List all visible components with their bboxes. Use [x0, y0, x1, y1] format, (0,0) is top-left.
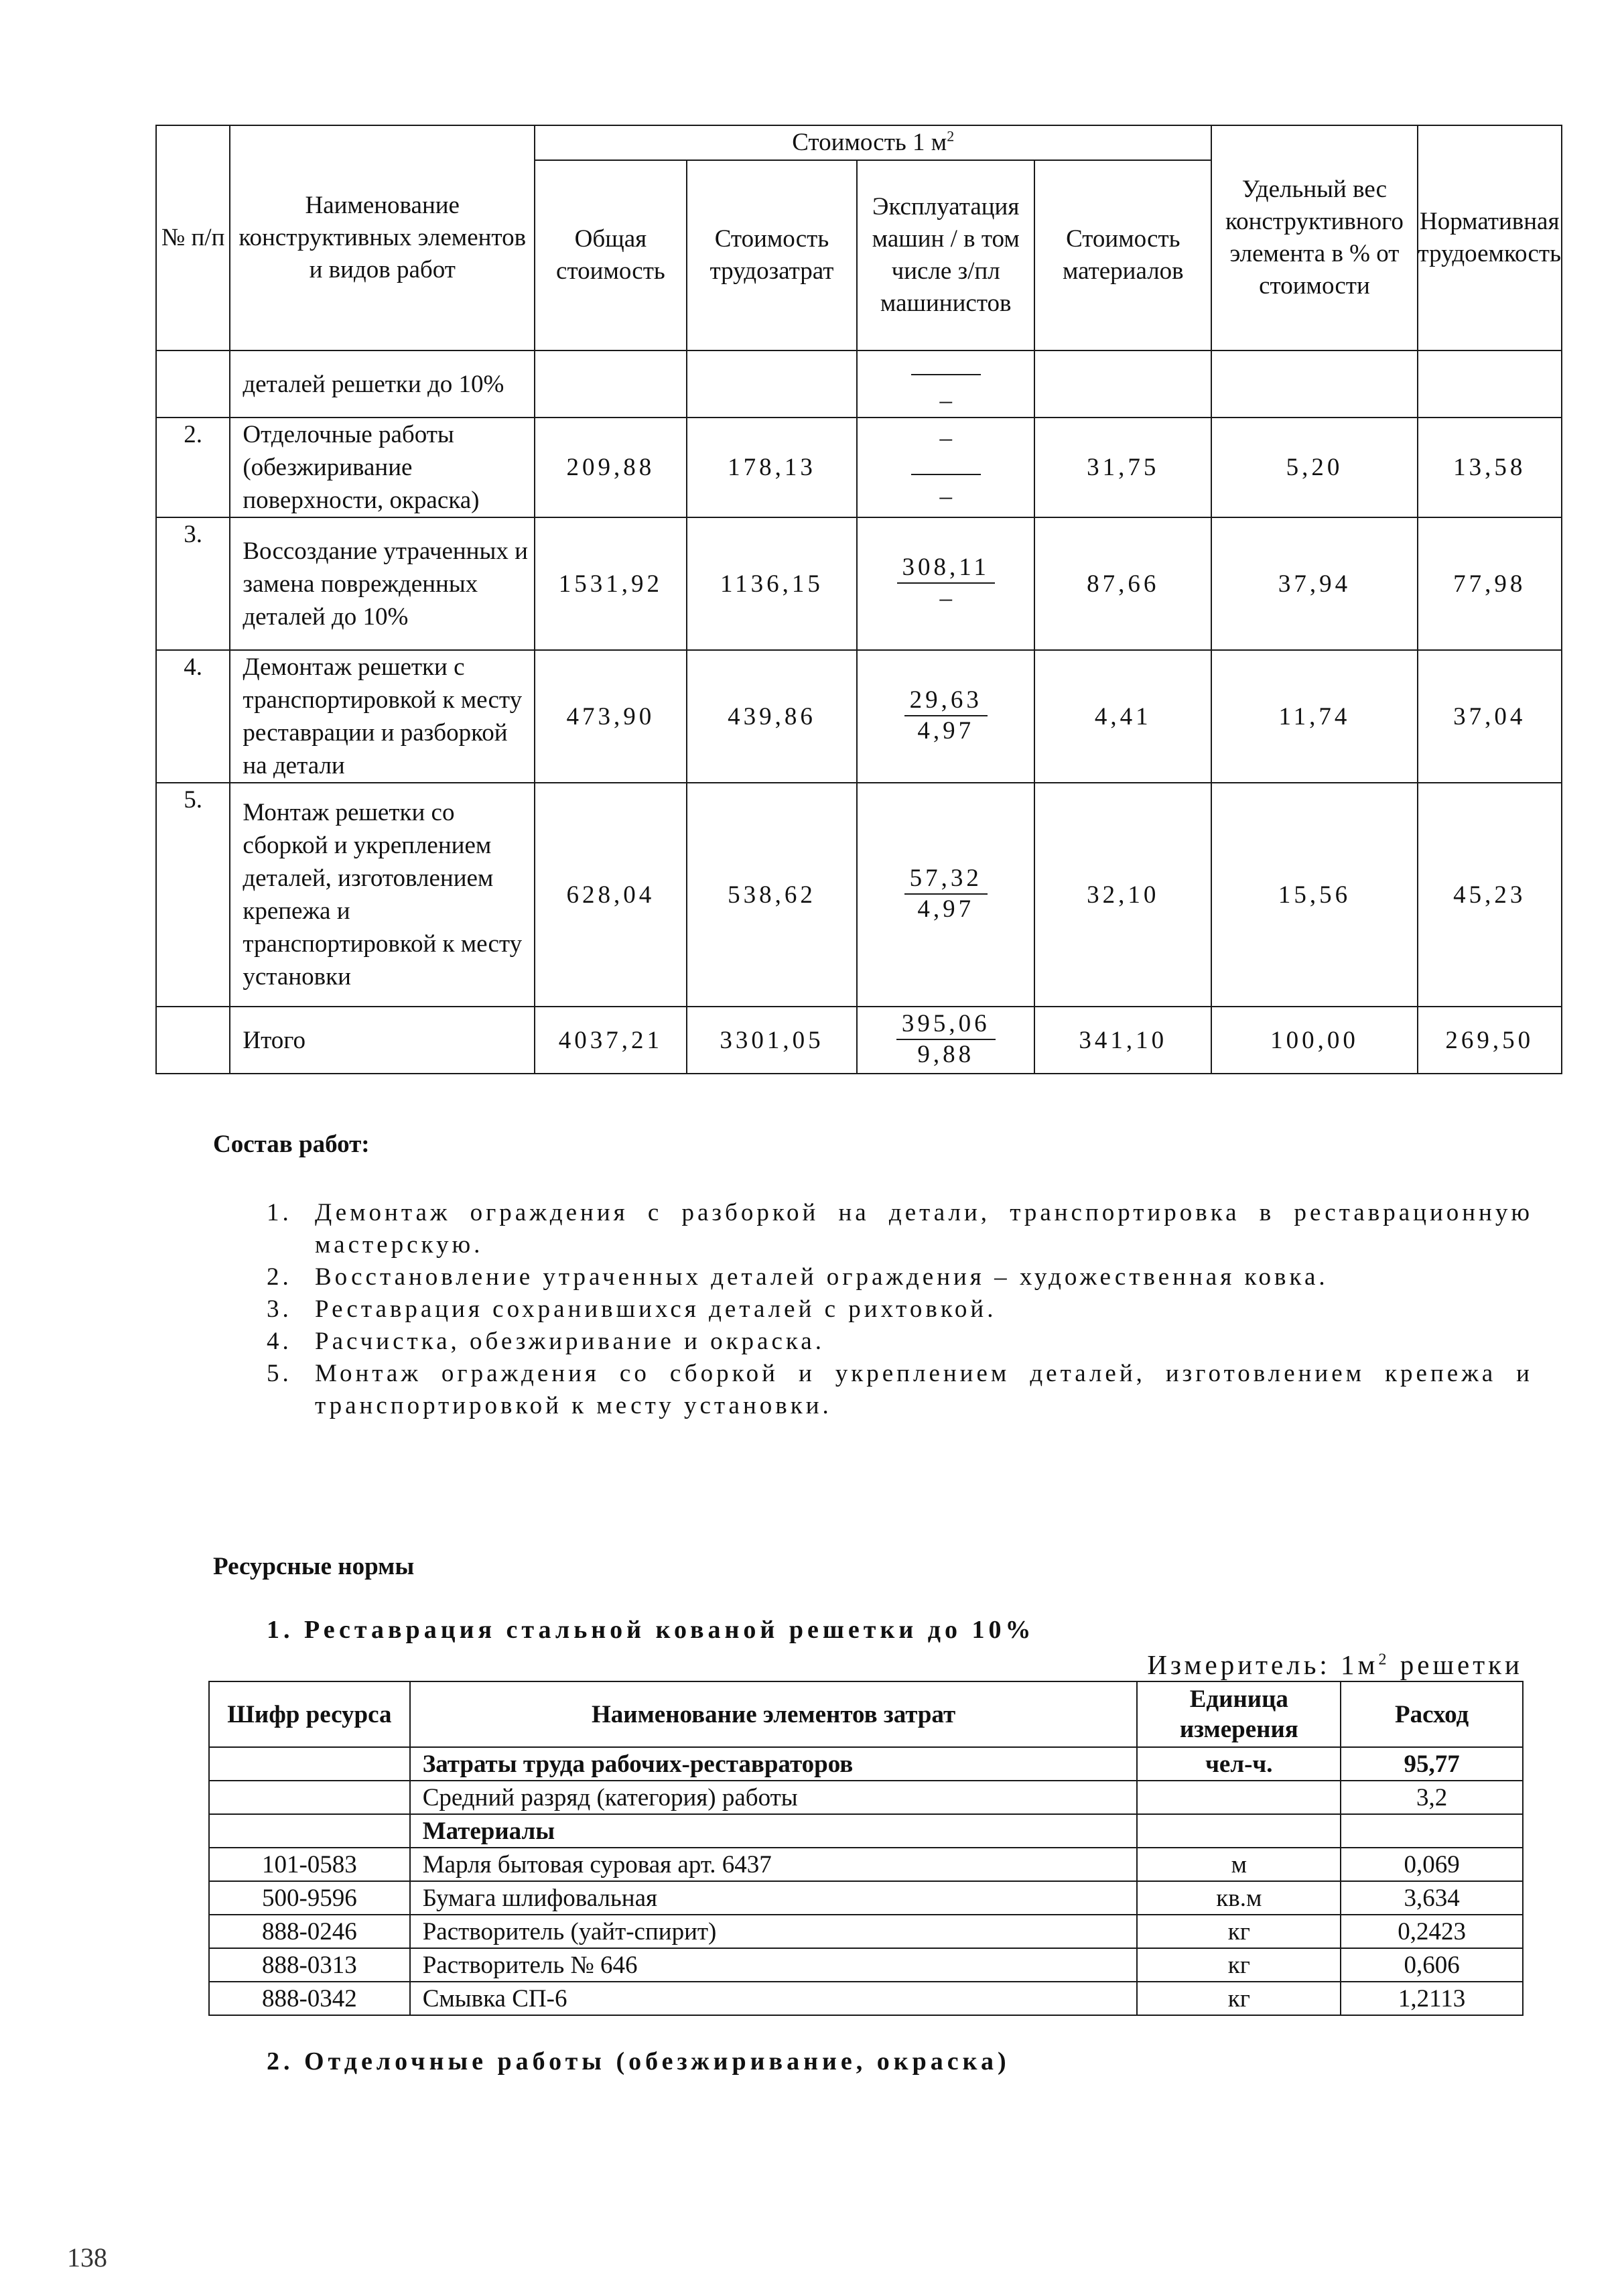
row-share: 100,00 — [1211, 1007, 1417, 1074]
cell-code — [209, 1747, 410, 1781]
table-row — [209, 1881, 1523, 1915]
cell-name: Смывка СП-6 — [410, 1982, 1138, 2015]
header-name: Наименование конструктивных элементов и видов работ — [230, 125, 535, 350]
row-machines-top: 57,32 — [904, 864, 988, 895]
row-total: 4037,21 — [535, 1007, 687, 1074]
cell-code — [209, 1814, 410, 1848]
cost-table — [155, 125, 1562, 1074]
section-title-1: 1. Реставрация стальной кованой решетки до 10% — [267, 1616, 1035, 1644]
cell-code: 888-0313 — [209, 1948, 410, 1982]
measure-suffix: решетки — [1390, 1649, 1523, 1680]
cell-amount: 0,606 — [1341, 1948, 1523, 1982]
cell-unit: м — [1137, 1848, 1341, 1881]
row-machines-bottom: 4,97 — [917, 895, 975, 923]
cell-name: Растворитель (уайт-спирит) — [410, 1915, 1138, 1948]
list-item-text: Расчистка, обезжиривание и окраска. — [315, 1328, 825, 1355]
row-machines-top: 308,11 — [897, 553, 995, 584]
row-machines — [857, 650, 1034, 783]
header-cost-group-sup: 2 — [947, 127, 955, 145]
row-num: 4. — [156, 650, 230, 783]
cell-unit — [1137, 1814, 1341, 1848]
header-cost-group-text: Стоимость 1 м — [792, 129, 947, 156]
row-materials: 87,66 — [1034, 517, 1211, 650]
row-norm: 269,50 — [1418, 1007, 1562, 1074]
row-labor: 3301,05 — [687, 1007, 857, 1074]
row-name: Воссоздание утраченных и замена поврежденных деталей до 10% — [230, 517, 535, 650]
table-row — [209, 1781, 1523, 1814]
list-item-text: Восстановление утраченных деталей ограждения – художественная ковка. — [315, 1263, 1329, 1291]
header-code: Шифр ресурса — [209, 1681, 410, 1747]
list-item-number: 4. — [267, 1328, 292, 1355]
row-num: 3. — [156, 517, 230, 650]
fraction-line — [911, 460, 981, 475]
cell-unit: кг — [1137, 1948, 1341, 1982]
table-row — [209, 1814, 1523, 1848]
cell-amount: 3,2 — [1341, 1781, 1523, 1814]
row-machines-bottom: – — [939, 387, 952, 414]
row-machines — [857, 418, 1034, 517]
header-unit: Единица измерения — [1137, 1681, 1341, 1747]
cell-unit — [1137, 1781, 1341, 1814]
works-list — [267, 1197, 1533, 1422]
machines-fraction — [896, 1009, 996, 1070]
cell-amount — [1341, 1814, 1523, 1848]
header-machines: Эксплуатация машин / в том числе з/пл машинистов — [857, 160, 1034, 350]
works-heading: Состав работ: — [213, 1131, 370, 1158]
row-machines — [857, 517, 1034, 650]
list-item-text: Монтаж ограждения со сборкой и укреплением деталей, изготовлением крепежа и транспортировкой к месту установки. — [315, 1360, 1533, 1419]
measure-prefix: Измеритель: 1м — [1147, 1649, 1379, 1680]
cell-unit: кг — [1137, 1915, 1341, 1948]
row-norm: 45,23 — [1418, 783, 1562, 1007]
cell-name: Марля бытовая суровая арт. 6437 — [410, 1848, 1138, 1881]
cell-name: Растворитель № 646 — [410, 1948, 1138, 1982]
row-total — [535, 350, 687, 418]
list-item-number: 1. — [267, 1199, 292, 1226]
list-item-number: 3. — [267, 1295, 292, 1323]
table-row — [209, 1982, 1523, 2015]
row-share: 37,94 — [1211, 517, 1417, 650]
header-materials: Стоимость материалов — [1034, 160, 1211, 350]
row-materials — [1034, 350, 1211, 418]
cell-amount: 0,069 — [1341, 1848, 1523, 1881]
row-name: Демонтаж решетки с транспортировкой к месту реставрации и разборкой на детали — [230, 650, 535, 783]
table-row — [209, 1915, 1523, 1948]
cell-code: 101-0583 — [209, 1848, 410, 1881]
machines-fraction — [904, 686, 988, 746]
list-item — [267, 1293, 1533, 1326]
header-amount: Расход — [1341, 1681, 1523, 1747]
row-total: 473,90 — [535, 650, 687, 783]
list-item — [267, 1326, 1533, 1358]
cell-name: Затраты труда рабочих-реставраторов — [410, 1747, 1138, 1781]
header-labor: Стоимость трудозатрат — [687, 160, 857, 350]
list-item-number: 5. — [267, 1360, 292, 1387]
cell-code: 888-0246 — [209, 1915, 410, 1948]
section-title-2: 2. Отделочные работы (обезжиривание, окраска) — [267, 2047, 1010, 2076]
cell-unit: кг — [1137, 1982, 1341, 2015]
row-num — [156, 350, 230, 418]
cell-code — [209, 1781, 410, 1814]
row-share: 5,20 — [1211, 418, 1417, 517]
cell-unit: чел-ч. — [1137, 1747, 1341, 1781]
table-row-total — [156, 1007, 1562, 1074]
row-num — [156, 1007, 230, 1074]
row-materials: 31,75 — [1034, 418, 1211, 517]
table-row — [156, 783, 1562, 1007]
row-name: Монтаж решетки со сборкой и укреплением деталей, изготовлением крепежа и транспортировкой к месту установки — [230, 783, 535, 1007]
row-norm: 77,98 — [1418, 517, 1562, 650]
cell-amount: 1,2113 — [1341, 1982, 1523, 2015]
cell-name: Материалы — [410, 1814, 1138, 1848]
list-item — [267, 1358, 1533, 1422]
row-total: 628,04 — [535, 783, 687, 1007]
row-machines-bottom: – — [939, 483, 952, 510]
measure-unit — [1147, 1649, 1523, 1681]
row-labor: 1136,15 — [687, 517, 857, 650]
row-num: 5. — [156, 783, 230, 1007]
header-share: Удельный вес конструктивного элемента в % от стоимости — [1211, 125, 1417, 350]
list-item-number: 2. — [267, 1263, 292, 1291]
resources-heading: Ресурсные нормы — [213, 1553, 415, 1580]
cell-code: 500-9596 — [209, 1881, 410, 1915]
row-share: 15,56 — [1211, 783, 1417, 1007]
header-cost-element: Наименование элементов затрат — [410, 1681, 1138, 1747]
row-name: деталей решетки до 10% — [230, 350, 535, 418]
machines-fraction — [897, 553, 995, 613]
table-row — [156, 418, 1562, 517]
row-total: 209,88 — [535, 418, 687, 517]
cell-name: Бумага шлифовальная — [410, 1881, 1138, 1915]
machines-fraction — [904, 864, 988, 924]
row-share — [1211, 350, 1417, 418]
table-row — [209, 1948, 1523, 1982]
cell-name: Средний разряд (категория) работы — [410, 1781, 1138, 1814]
cell-amount: 3,634 — [1341, 1881, 1523, 1915]
table-row — [209, 1848, 1523, 1881]
list-item — [267, 1197, 1533, 1261]
row-norm — [1418, 350, 1562, 418]
cell-unit: кв.м — [1137, 1881, 1341, 1915]
table-row — [156, 350, 1562, 418]
row-total: 1531,92 — [535, 517, 687, 650]
resource-table — [208, 1681, 1524, 2016]
row-machines-bottom: – — [939, 584, 952, 612]
row-machines-top: – — [939, 424, 952, 452]
header-cost-group — [535, 125, 1211, 160]
row-share: 11,74 — [1211, 650, 1417, 783]
row-materials: 4,41 — [1034, 650, 1211, 783]
row-machines-top: 29,63 — [904, 686, 988, 716]
row-materials: 32,10 — [1034, 783, 1211, 1007]
header-num: № п/п — [156, 125, 230, 350]
row-machines — [857, 1007, 1034, 1074]
table-row — [156, 650, 1562, 783]
cell-amount: 0,2423 — [1341, 1915, 1523, 1948]
row-labor: 178,13 — [687, 418, 857, 517]
row-labor — [687, 350, 857, 418]
row-norm: 13,58 — [1418, 418, 1562, 517]
row-machines-top: 395,06 — [896, 1009, 996, 1040]
list-item-text: Демонтаж ограждения с разборкой на детали, транспортировка в реставрационную мастерскую. — [315, 1199, 1533, 1259]
page-number: 138 — [67, 2242, 107, 2273]
table-row — [156, 517, 1562, 650]
measure-sup: 2 — [1378, 1651, 1390, 1669]
row-labor: 538,62 — [687, 783, 857, 1007]
row-machines-bottom: 4,97 — [917, 717, 975, 745]
row-name: Итого — [230, 1007, 535, 1074]
list-item — [267, 1261, 1533, 1293]
header-total: Общая стоимость — [535, 160, 687, 350]
table-row — [209, 1747, 1523, 1781]
row-num: 2. — [156, 418, 230, 517]
row-name: Отделочные работы (обезжиривание поверхности, окраска) — [230, 418, 535, 517]
row-machines — [857, 783, 1034, 1007]
row-machines — [857, 350, 1034, 418]
row-norm: 37,04 — [1418, 650, 1562, 783]
cell-amount: 95,77 — [1341, 1747, 1523, 1781]
row-machines-bottom: 9,88 — [917, 1041, 975, 1068]
cell-code: 888-0342 — [209, 1982, 410, 2015]
row-labor: 439,86 — [687, 650, 857, 783]
fraction-line — [911, 361, 981, 375]
header-norm: Нормативная трудоемкость — [1418, 125, 1562, 350]
row-materials: 341,10 — [1034, 1007, 1211, 1074]
list-item-text: Реставрация сохранившихся деталей с рихтовкой. — [315, 1295, 997, 1323]
